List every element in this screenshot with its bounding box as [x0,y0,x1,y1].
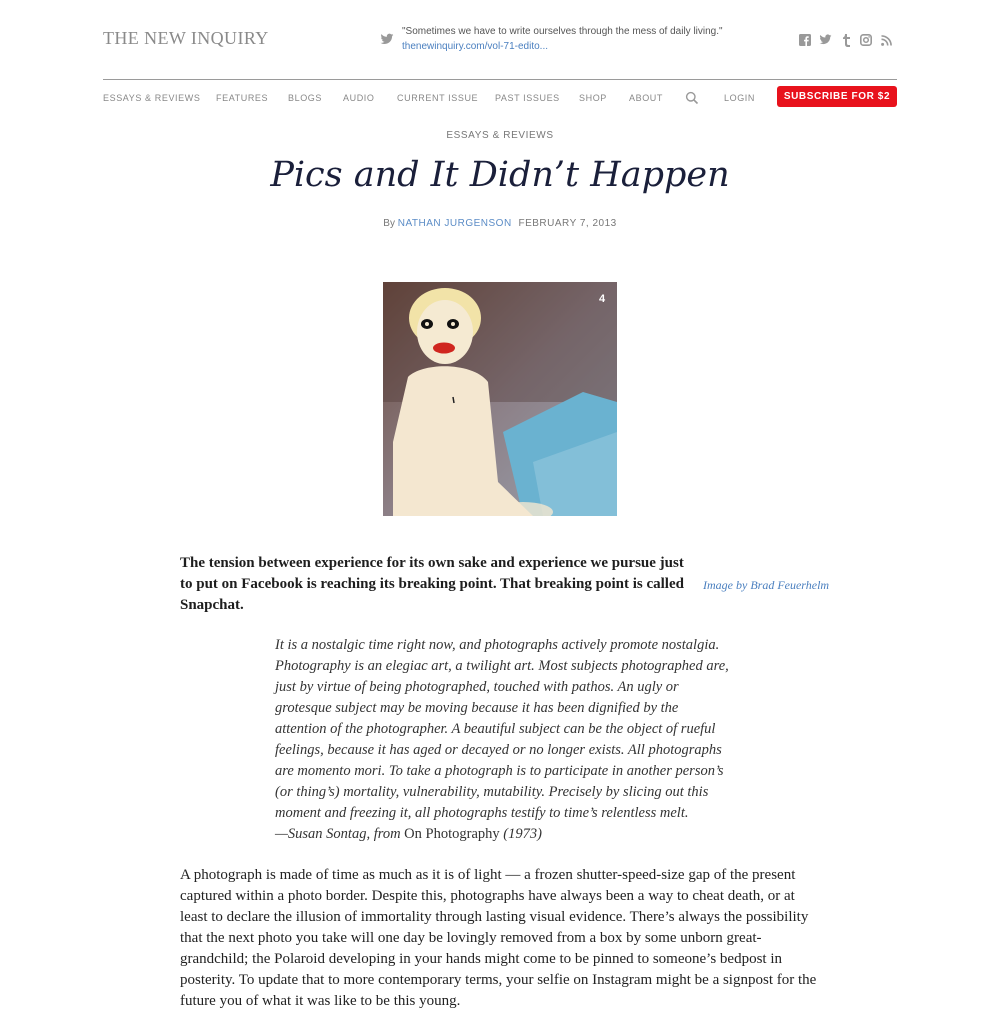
site-logo[interactable]: THE NEW INQUIRY [103,28,269,48]
quote-year: (1973) [503,826,542,842]
nav-shop[interactable]: SHOP [579,93,607,103]
featured-image [383,282,617,516]
twitter-icon[interactable] [819,33,832,47]
article-dek: The tension between experience for its own sake and experience we pursue just to put on Facebook is reaching its breaking point. That breaking point is called Snapchat. [180,555,684,613]
quote-book-title: On Photography [404,826,500,842]
nav-about[interactable]: ABOUT [629,93,664,103]
facebook-icon[interactable] [799,33,811,47]
header-divider [103,79,897,80]
rss-icon[interactable] [880,33,892,47]
quote-attribution-prefix: —Susan Sontag, from [275,826,401,842]
byline-prefix: By [383,218,395,229]
tweet-text: "Sometimes we have to write ourselves through the mess of daily living." [402,26,723,37]
nav-login[interactable]: LOGIN [724,93,756,103]
instagram-icon[interactable] [860,33,872,47]
nav-blogs[interactable]: BLOGS [288,93,323,103]
twitter-icon [380,32,394,46]
subscribe-button[interactable]: SUBSCRIBE FOR $2 [777,86,897,107]
quote-text: It is a nostalgic time right now, and photographs actively promote nostalgia. Photography is an elegiac art, a twilight art. Most subjects photographed are, just by virtue of being photographed, touched with pathos. An ugly or grotesque subject may be moving because it has been dignified by the attention of the photographer. A beautiful subject can be the object of rueful feelings, because it has aged or decayed or no longer exists. All photographs are momento mori. To take a photograph is to participate in another person’s (or thing’s) mortality, vulnerability, mutability. Precisely by slicing out this moment and freezing it, all photographs testify to time’s relentless melt. [275,637,729,821]
tweet-link[interactable]: thenewinquiry.com/vol-71-edito... [402,41,548,52]
author-link[interactable]: NATHAN JURGENSON [397,218,512,229]
tumblr-icon[interactable] [841,33,851,47]
article-body-paragraph: A photograph is made of time as much as it is of light — a frozen shutter-speed-size gap of the present captured within a photo border. Despite this, photographs have always been a way to cheat death, or at least to declare the illusion of immortality through lasting visual evidence. There’s always the possibility that the next photo you take will one day be lovingly removed from a box by some unborn great-grandchild; the Polaroid developing in your hands might come to be pinned to someone’s bedpost in posterity. To update that to more contemporary terms, your selfie on Instagram might be a signpost for the future you of what it was like to be this young. [180,867,817,1009]
byline [0,218,1000,229]
article-title: Pics and It Didn’t Happen [270,155,730,195]
image-number-badge: 4 [598,293,606,305]
nav-features[interactable]: FEATURES [216,93,269,103]
block-quote [275,635,730,845]
nav-essays-reviews[interactable]: ESSAYS & REVIEWS [103,93,201,103]
nav-audio[interactable]: AUDIO [343,93,375,103]
image-caption: Image by Brad Feuerhelm [703,578,830,592]
publish-date: FEBRUARY 7, 2013 [518,218,617,229]
nav-current-issue[interactable]: CURRENT ISSUE [397,93,479,103]
article-category[interactable]: ESSAYS & REVIEWS [446,130,554,141]
nav-past-issues[interactable]: PAST ISSUES [495,93,560,103]
search-icon[interactable] [685,91,699,105]
